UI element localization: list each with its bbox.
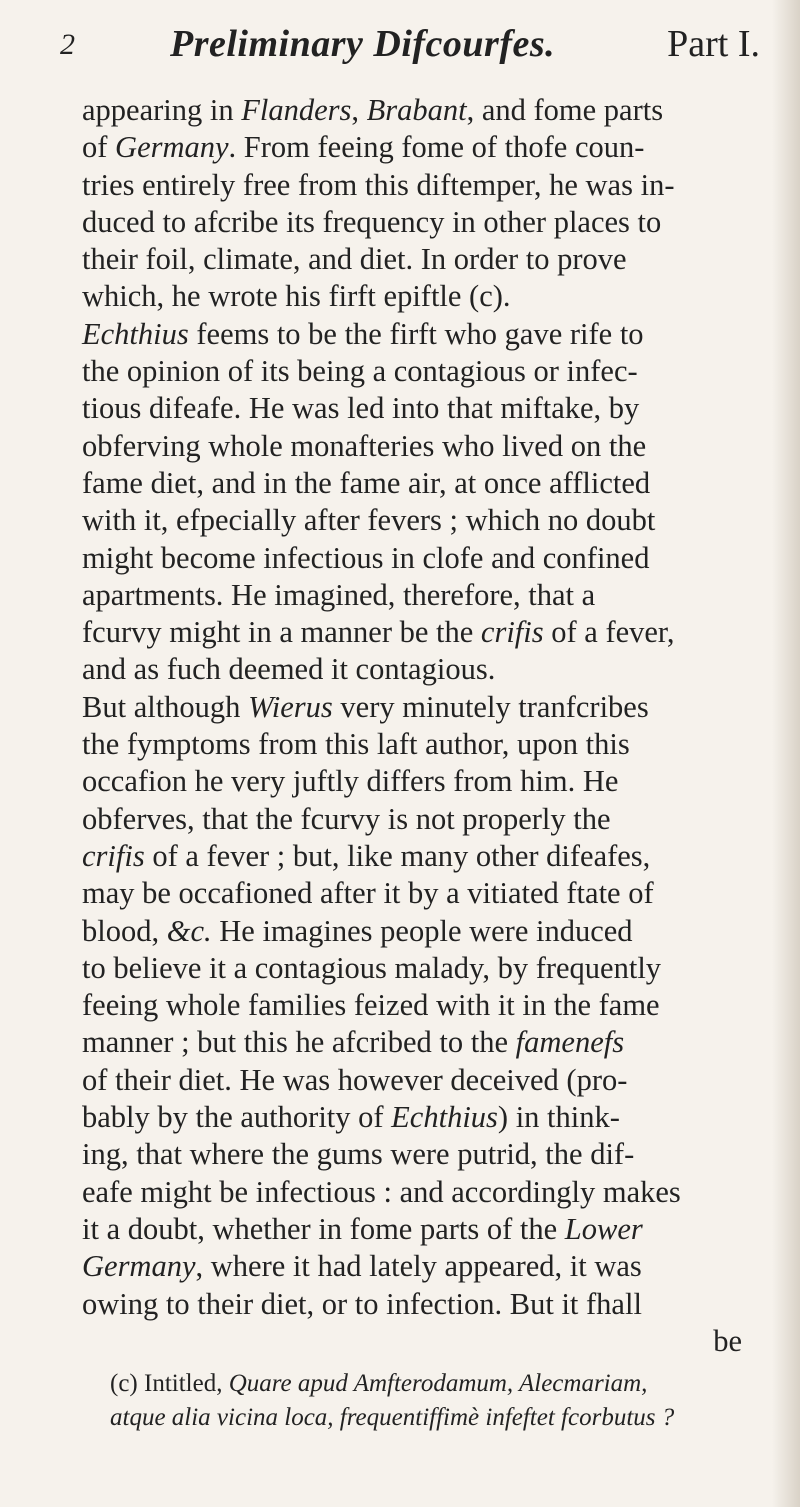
text-line	[82, 1174, 782, 1211]
italic-term: Germany	[82, 1249, 196, 1284]
italic-term: crifis	[82, 838, 145, 873]
running-title: Preliminary Difcourfes.	[170, 23, 556, 65]
text-run: But although	[82, 689, 249, 724]
text-line	[82, 540, 782, 577]
text-line	[82, 987, 782, 1024]
footnote-text: (c) Intitled,	[110, 1370, 229, 1397]
text-run: , where it had lately appeared, it was	[195, 1249, 642, 1284]
text-run: fame diet, and in the fame air, at once afflicted	[82, 465, 651, 500]
text-line	[82, 763, 782, 800]
italic-term: crifis	[480, 615, 544, 650]
text-run: feems to be the firft who gave rife to	[188, 316, 644, 351]
text-run: to believe it a contagious malady, by frequently	[82, 950, 662, 985]
text-line	[82, 651, 782, 688]
text-run: and as fuch deemed it contagious.	[82, 652, 496, 687]
italic-term: Echthius	[82, 316, 189, 351]
text-run: ,	[351, 93, 367, 127]
footnote-italic: Quare apud Amfterodamum, Alecmariam,	[228, 1370, 648, 1397]
italic-term: famenefs	[515, 1025, 625, 1060]
text-run: may be occafioned after it by a vitiated ftate of	[82, 876, 654, 911]
text-run: it a doubt, whether in fome parts of the	[82, 1211, 565, 1246]
footnote-line	[110, 1401, 790, 1435]
text-line	[82, 577, 782, 614]
text-line	[82, 241, 782, 278]
text-run: with it, efpecially after fevers ; which no doubt	[82, 503, 656, 538]
text-line	[82, 278, 782, 315]
text-line	[82, 353, 782, 390]
text-line	[82, 1062, 782, 1099]
part-label: Part I.	[667, 23, 760, 65]
text-run: very minutely tranfcribes	[332, 689, 649, 724]
text-run: of their diet. He was however deceived (pro-	[82, 1062, 628, 1097]
text-run: obferves, that the fcurvy is not properly the	[82, 801, 611, 836]
text-line	[82, 875, 782, 912]
italic-term: Germany	[115, 130, 229, 165]
text-line	[82, 502, 782, 539]
text-run: might become infectious in clofe and confined	[82, 540, 650, 575]
text-run: of a fever ; but, like many other difeafes,	[144, 838, 651, 873]
text-line	[82, 1323, 782, 1360]
text-line	[82, 465, 782, 502]
page-number: 2	[60, 28, 75, 61]
text-run: tries entirely free from this diftemper, he was in-	[82, 167, 675, 202]
text-line	[82, 913, 782, 950]
text-line	[82, 1136, 782, 1173]
text-line	[82, 726, 782, 763]
text-run: feeing whole families feized with it in the fame	[82, 988, 660, 1023]
text-line	[82, 801, 782, 838]
text-line	[82, 129, 782, 166]
footnote-italic: atque alia vicina loca, frequentiffimè infeftet fcorbutus ?	[110, 1404, 675, 1431]
text-run: ) in think-	[497, 1100, 620, 1135]
text-run: their foil, climate, and diet. In order to prove	[82, 242, 627, 277]
text-line	[82, 838, 782, 875]
text-run: duced to afcribe its frequency in other places to	[82, 204, 662, 239]
italic-term: Lower	[564, 1211, 643, 1246]
text-run: owing to their diet, or to infection. But it fhall	[82, 1286, 642, 1321]
text-line	[82, 1286, 782, 1323]
text-line	[82, 689, 782, 726]
text-run: appearing in	[82, 93, 242, 127]
footnote-line	[110, 1367, 790, 1401]
text-run: apartments. He imagined, therefore, that a	[82, 577, 596, 612]
text-run: the opinion of its being a contagious or infec-	[82, 354, 638, 389]
text-run: be	[713, 1323, 742, 1358]
text-line	[82, 614, 782, 651]
text-line	[82, 428, 782, 465]
text-run: blood,	[82, 913, 167, 948]
text-run: tious difeafe. He was led into that miftake, by	[82, 391, 640, 426]
text-line	[82, 390, 782, 427]
text-run: , and fome parts	[466, 93, 664, 127]
text-line	[82, 1024, 782, 1061]
footnote	[110, 1367, 790, 1435]
text-run: of a fever,	[543, 615, 675, 650]
text-line	[82, 1248, 782, 1285]
text-line	[82, 950, 782, 987]
text-run: obferving whole monafteries who lived on the	[82, 428, 647, 463]
text-run: manner ; but this he afcribed to the	[82, 1025, 516, 1060]
body-text	[82, 92, 782, 1360]
text-line	[82, 92, 782, 129]
text-run: . From feeing fome of thofe coun-	[228, 130, 645, 165]
italic-term: &c.	[166, 913, 212, 948]
text-line	[82, 167, 782, 204]
text-run: bably by the authority of	[82, 1100, 392, 1135]
text-run: fcurvy might in a manner be the	[82, 615, 481, 650]
running-header	[60, 0, 760, 90]
italic-term: Brabant	[366, 93, 467, 127]
text-run: ing, that where the gums were putrid, the dif-	[82, 1137, 635, 1172]
text-run: eafe might be infectious : and accordingly makes	[82, 1174, 681, 1209]
text-line	[82, 1211, 782, 1248]
text-line	[82, 1099, 782, 1136]
page-edge-shadow	[772, 0, 800, 1507]
text-run: of	[82, 130, 116, 165]
text-line	[82, 204, 782, 241]
italic-term: Flanders	[241, 93, 352, 127]
italic-term: Wierus	[248, 689, 333, 724]
text-run: which, he wrote his firft epiftle (c).	[82, 279, 511, 314]
text-run: the fymptoms from this laft author, upon this	[82, 727, 630, 762]
text-run: occafion he very juftly differs from him. He	[82, 764, 619, 799]
text-run: He imagines people were induced	[211, 913, 633, 948]
text-line	[82, 316, 782, 353]
italic-term: Echthius	[391, 1100, 498, 1135]
